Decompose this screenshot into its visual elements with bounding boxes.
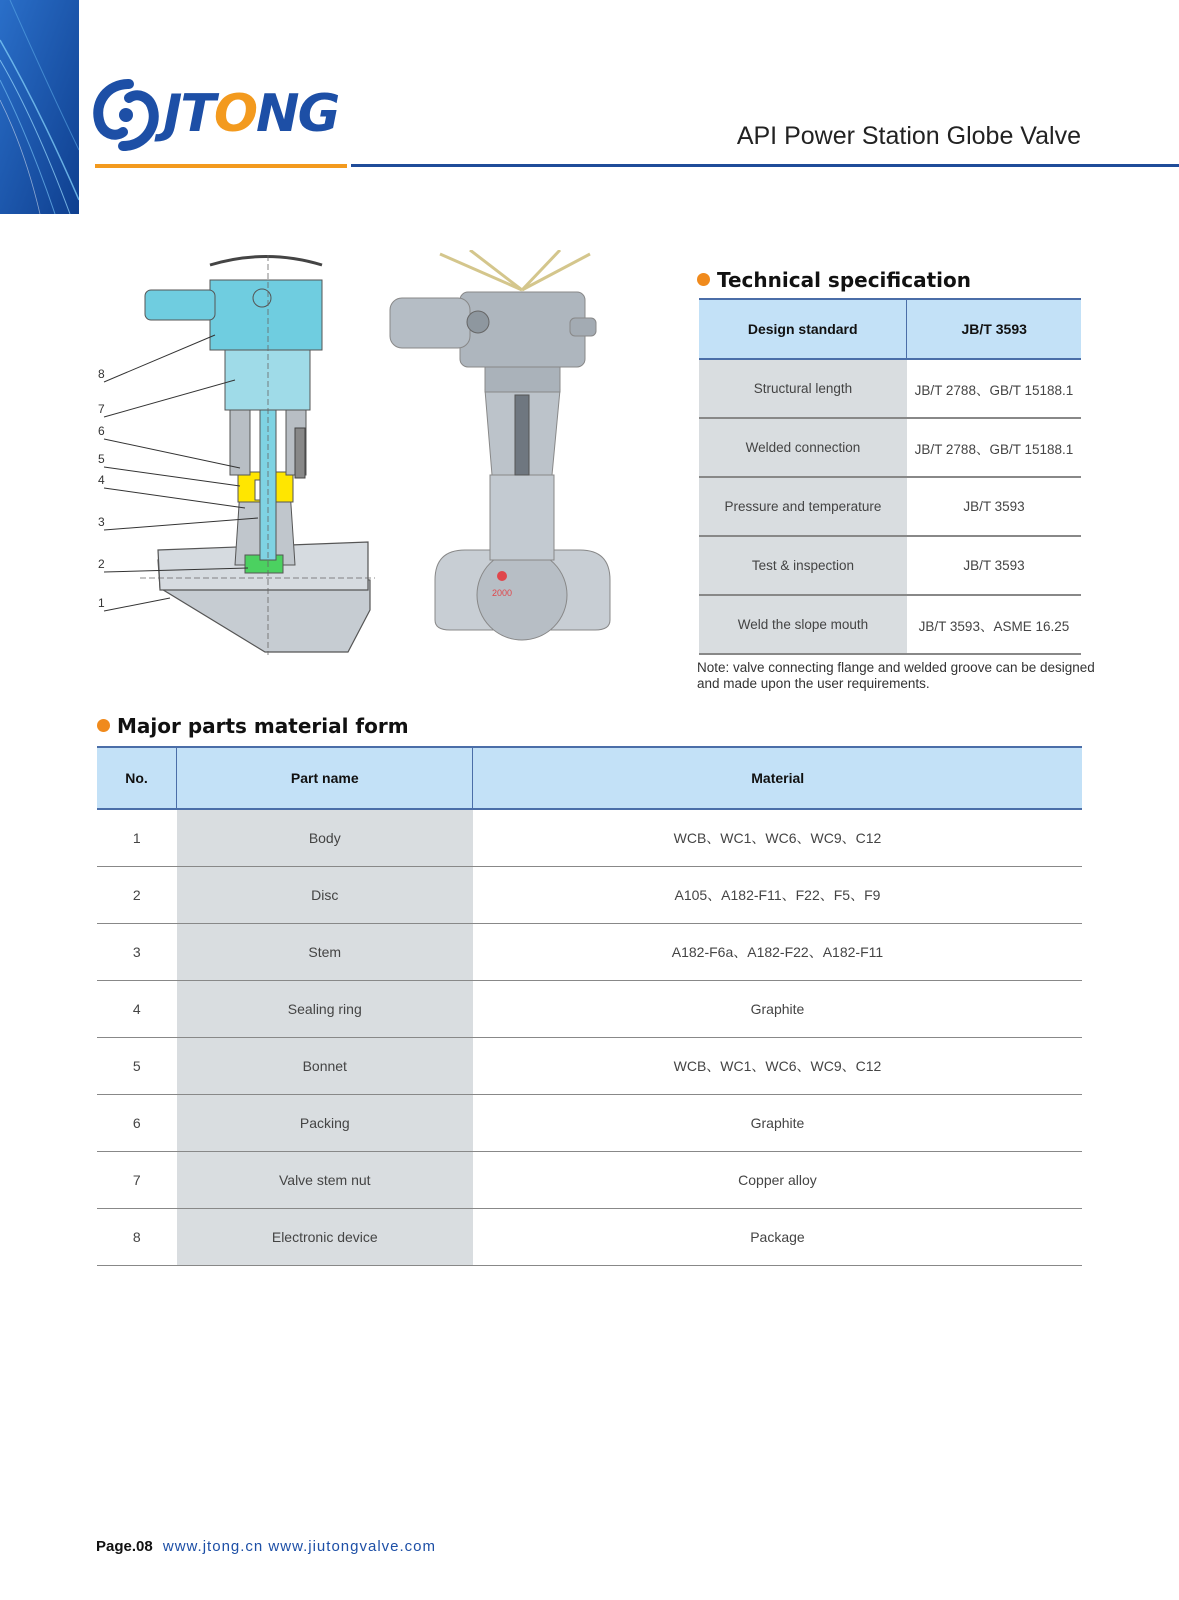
corner-decoration [0,0,79,214]
part-material: WCB、WC1、WC6、WC9、C12 [473,809,1082,867]
table-row [97,1152,1082,1209]
tech-spec-row [699,359,1081,418]
bullet-icon [97,719,110,732]
tech-spec-row [699,418,1081,477]
callout-7: 7 [98,402,105,416]
tech-spec-row [699,595,1081,654]
header-rule-blue [351,164,1179,167]
part-name: Stem [177,924,473,981]
tech-spec-header-key: Design standard [699,299,907,359]
col-no: No. [97,747,177,809]
spec-key: Welded connection [699,418,907,477]
part-number: 1 [97,809,177,867]
footer [96,1538,436,1555]
part-number: 4 [97,981,177,1038]
parts-table [97,746,1082,1266]
tech-spec-header-value: JB/T 3593 [907,299,1081,359]
callout-2: 2 [98,557,105,571]
part-name: Body [177,809,473,867]
spec-value: JB/T 3593 [907,477,1081,536]
part-name: Valve stem nut [177,1152,473,1209]
table-row [97,809,1082,867]
sectional-diagram [98,255,375,655]
table-row [97,1095,1082,1152]
callout-1: 1 [98,596,105,610]
callout-6: 6 [98,424,105,438]
tech-spec-heading: Technical specification [697,268,971,292]
col-part-name: Part name [177,747,473,809]
part-name: Packing [177,1095,473,1152]
bullet-icon [697,273,710,286]
table-row [97,867,1082,924]
table-row [97,981,1082,1038]
table-row [97,1038,1082,1095]
part-material: A105、A182-F11、F22、F5、F9 [473,867,1082,924]
part-material: Copper alloy [473,1152,1082,1209]
part-number: 5 [97,1038,177,1095]
part-number: 7 [97,1152,177,1209]
part-material: Package [473,1209,1082,1266]
tech-spec-row [699,536,1081,595]
parts-heading: Major parts material form [97,714,409,738]
photo-stamp: 2000 [492,588,513,598]
col-material: Material [473,747,1082,809]
table-row [97,924,1082,981]
part-material: WCB、WC1、WC6、WC9、C12 [473,1038,1082,1095]
brand-name: JTONG [163,84,339,144]
part-number: 3 [97,924,177,981]
spec-value: JB/T 3593、ASME 16.25 [907,595,1081,654]
spec-key: Weld the slope mouth [699,595,907,654]
part-name: Disc [177,867,473,924]
part-number: 8 [97,1209,177,1266]
spec-value: JB/T 2788、GB/T 15188.1 [907,418,1081,477]
parts-header-row [97,747,1082,809]
page-title: API Power Station Globe Valve [736,122,1081,150]
callout-4: 4 [98,473,105,487]
header-rule-orange [95,164,347,168]
logo-mark-icon [93,76,161,154]
valve-photo [390,250,610,640]
spec-key: Test & inspection [699,536,907,595]
table-row [97,1209,1082,1266]
part-name: Sealing ring [177,981,473,1038]
part-material: Graphite [473,981,1082,1038]
callout-3: 3 [98,515,105,529]
part-number: 6 [97,1095,177,1152]
footer-urls: www.jtong.cn www.jiutongvalve.com [162,1538,436,1555]
spec-key: Pressure and temperature [699,477,907,536]
tech-spec-header-row [699,299,1081,359]
tech-spec-table [699,298,1081,655]
part-number: 2 [97,867,177,924]
spec-key: Structural length [699,359,907,418]
callout-5: 5 [98,452,105,466]
brand-logo [93,76,353,176]
spec-value: JB/T 2788、GB/T 15188.1 [907,359,1081,418]
spec-value: JB/T 3593 [907,536,1081,595]
tech-spec-row [699,477,1081,536]
callout-8: 8 [98,367,105,381]
part-material: A182-F6a、A182-F22、A182-F11 [473,924,1082,981]
part-material: Graphite [473,1095,1082,1152]
spec-note: Note: valve connecting flange and welded groove can be designed and made upon the user requirements. [697,660,1095,691]
part-name: Bonnet [177,1038,473,1095]
valve-illustrations [90,250,630,670]
part-name: Electronic device [177,1209,473,1266]
page-number: Page.08 [96,1538,153,1555]
